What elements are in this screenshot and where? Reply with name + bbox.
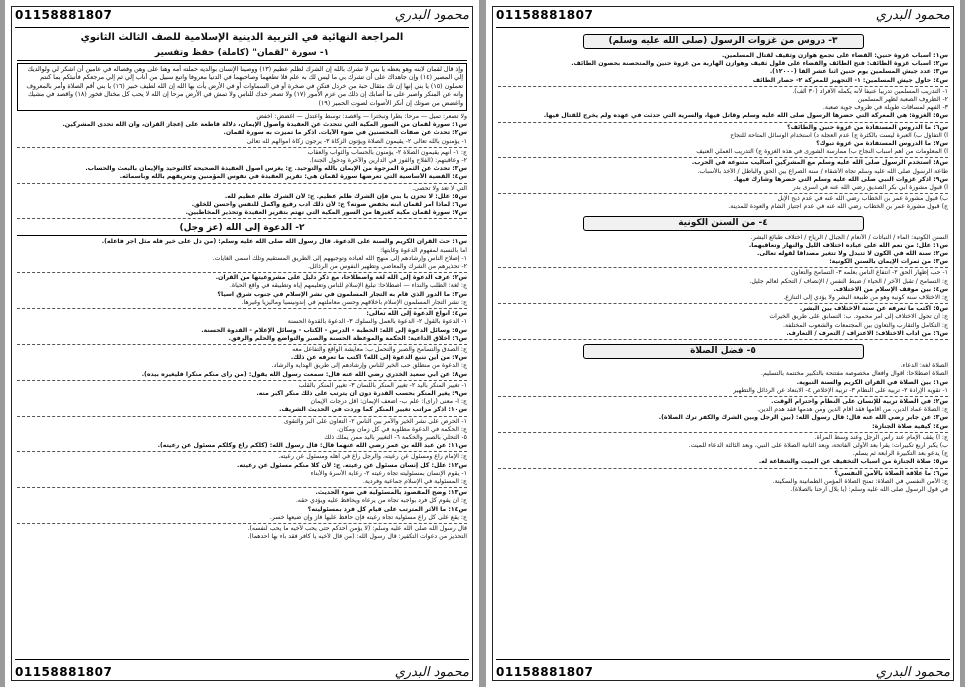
text-line: س٣: عدد جيش المسلمين يوم حنين اثنا عشر ألفا (١٢٠٠٠). — [769, 68, 948, 76]
text-line: ١- يقوم الإنسان بمسئوليته تجاه رعيته ٢- رعاية الأسرة والأبناء — [310, 469, 467, 477]
dashed-divider — [17, 523, 467, 524]
text-line: ١- تغيير المنكر باليد ٢- تغيير المنكر باللسان ٣- تغيير المنكر بالقلب — [298, 381, 467, 389]
right-content — [498, 30, 948, 657]
text-line: س١٣: وضح المقصود بالمسئولية في ضوء الحديث. — [315, 489, 467, 497]
footer-rule — [15, 659, 469, 660]
text-line: س٤: كيفية صلاة الجنازة: — [872, 422, 948, 430]
text-line: ١- تقوية الإرادة ٢- تربية على النظام ٣- تربية الإخلاص ٤- الابتعاد عن الرذائل والتطهير — [733, 386, 948, 394]
text-line: ج: الصدق والتسامح والصبر والتحمل ب: معايشة الواقع والتفاعل معه — [292, 345, 467, 353]
text-line: س٩: اذكر غزوات النبي صلى الله عليه وسلم التي حضرها وشارك فيها. — [733, 175, 948, 183]
dashed-divider — [17, 183, 467, 184]
text-line: س٧: من أين تنبع الدعوة إلى الله؟ اكتب ما تعرفه عن ذلك. — [290, 354, 467, 362]
page-header — [496, 4, 950, 26]
section-salah-body — [498, 362, 948, 494]
text-line: س٩: يغير المنكر بحسب القدرة دون أن يترتب على ذلك منكر أكبر منه. — [256, 389, 467, 397]
text-line: س٥: علل: لا تحزن يا بني فإن الشرك ظلم عظيم. ج: لأن الشرك ظلم عظيم لله. — [224, 192, 467, 200]
dashed-divider — [17, 487, 467, 488]
text-line: ٢- تحذيرهم من الشرك والمعاصي وتطهير النفوس من الرذائل. — [307, 263, 467, 271]
section-luqman-body — [17, 113, 467, 219]
text-line: س٥: اكتب ما تعرفه عن سنة الاختلاف بين البشر. — [799, 305, 948, 313]
page-footer — [496, 661, 950, 683]
dashed-divider — [498, 122, 948, 123]
text-line: طاعة الرسول صلى الله عليه وسلم تجاه الأشقاء / سنة الصراع بين الحق والباطل / الأخذ بالأسباب. — [697, 167, 948, 175]
text-line: ج: يقع على كل راع مسئولية تجاه رعيته فإن حافظ عليها فاز وإن ضيعها خسر. — [269, 513, 467, 521]
text-line: ج) قبول مشورة عمر بن الخطاب رضي الله عنه في عدم اجتياز الشام والعودة للمدينة. — [728, 203, 948, 211]
section-sunan-body — [498, 234, 948, 340]
text-line: س٥: الغزوة: هي المعركة التي حضرها الرسول صلى الله عليه وسلم وقاتل فيها، والسرية التي حدثت في عهده ولم يخرج للقتال فيها. — [543, 112, 948, 120]
text-line: س٢: في الصلاة تربية للإنسان على النظام واحترام الوقت. — [771, 397, 948, 405]
header-rule — [496, 27, 950, 28]
text-line: ج: التكامل والتقارب والتعاون بين المجتمعات والشعوب المختلفة. — [782, 321, 948, 329]
text-line: التحذير من دعوات التكفير: قال رسول الله: (من قال لأخيه يا كافر فقد باء بها أحدهما). — [247, 533, 467, 541]
text-line: ١- إصلاح الناس وإرشادهم إلى منهج الله لعباده وتوجيههم إلى الطريق المستقيم وتلك أسمى الغايات. — [212, 254, 467, 262]
text-line: ج: الإمام راع ومسئول عن رعيته، والرجل راع في أهله ومسئول عن رعيته. — [278, 453, 467, 461]
text-line: ج: أن يقوم كل فرد بواجبه تجاه من يرعاه ويحافظ عليه ويؤدي حقه. — [295, 497, 467, 505]
dashed-divider — [17, 308, 467, 309]
text-line: التي لا تعد ولا تحصى. — [412, 184, 467, 192]
text-line: ج: الدعوة من منطلق حب الخير للناس وإرشادهم إلى طريق الهداية والرشاد. — [271, 362, 467, 370]
text-line: ج: أ- معنى (رأى): علم ب- أضعف الإيمان: أقل درجات الإيمان — [310, 398, 467, 406]
text-line: أما بالنسبة لمفهوم الدعوة وغايتها: — [380, 246, 467, 254]
text-line: ٢- وعاقبتهم: (الفلاح والفوز في الدارين والآخرة ودخول الجنة). — [309, 157, 467, 165]
text-line: س١: بين الصلاة في القرآن الكريم والسنة النبوية. — [796, 378, 948, 386]
text-line: س٨: استخدم الرسول صلى الله عليه وسلم مع المشركين أساليب متنوعة في الحرب. — [691, 159, 948, 167]
text-line: أ) قبول مشورة أبي بكر الصديق رضي الله عنه في أسرى بدر — [792, 184, 948, 192]
text-line: س٤: أنواع الدعوة إلى الله تعالى: — [366, 310, 467, 318]
text-line: ٣- الفهم لمسافات طويلة في ظروف جوية صعبة. — [822, 104, 948, 112]
text-line: س٤: بين موقف الإسلام من الاختلاف. — [833, 285, 948, 293]
author-name: محمود البدري — [394, 7, 469, 23]
text-line: ج: الأمن النفسي في الصلاة: تمنح الصلاة المؤمن الطمأنينة والسكينة. — [772, 477, 948, 485]
dashed-divider — [498, 339, 948, 340]
text-line: في قول الرسول صلى الله عليه وسلم: (يا بلال أرحنا بالصلاة). — [790, 485, 948, 493]
text-line: السنن الكونية: الماء / النباتات / الأنعام / الجبال / الرياح / اختلاف طبائع البشر. — [750, 233, 948, 241]
phone-number: 01158881807 — [496, 665, 594, 679]
text-line: ج: أن تحول الاختلاف إلى أمر محمود. ب: التسابق على طريق الخيرات — [769, 313, 948, 321]
text-line: ج: لغة: الطلب والنداء — اصطلاحا: تبليغ الإسلام للناس وتعليمهم إياه وتطبيقه في واقع الحياة. — [229, 282, 467, 290]
text-line: س١٢: علل: كل إنسان مسئول عن رعيته. ج: لأن كلا منكم مسئول عن رعيته. — [236, 461, 467, 469]
text-line: س٦: ما الدروس المستفادة من غزوة حنين والطائف؟ — [787, 123, 948, 131]
text-line: س٧: ما الدروس المستفادة من غزوة تبوك؟ — [816, 140, 948, 148]
text-line: س٦: ما علاقة الصلاة بالأمن النفسي؟ — [834, 469, 948, 477]
text-line: س١: علل: من نعم الله على عباده اختلاف الليل والنهار وتعاقبهما. — [748, 241, 948, 249]
text-line: ١- الحرص على نشر الخير والأمر بين الناس ٢- التعاون على البر والتقوى — [283, 417, 467, 425]
section-title-ghazawat: ٣- دروس من غزوات الرسول (صلى الله عليه وسلم) — [583, 34, 864, 49]
text-line: س٣: ما الدور الذي قام به التجار المسلمون في نشر الإسلام في جنوب شرق آسيا؟ — [217, 290, 467, 298]
section-title-dawah: ٢- الدعوة إلى الله (عز وجل) — [17, 222, 467, 236]
text-line: س٨: عن أبي سعيد الخدري رضي الله عنه قال: سمعت رسول الله يقول: (من رأى منكم منكرا فليغيره بيده). — [141, 370, 467, 378]
dashed-divider — [498, 157, 948, 158]
header-rule — [15, 27, 469, 28]
dashed-divider — [498, 303, 948, 304]
text-line: س١٤: ما الأثر المترتب على قيام كل فرد بمسئوليته؟ — [307, 505, 467, 513]
text-line: س١: حث القرآن الكريم والسنة على الدعوة. قال رسول الله صلى الله عليه وسلم: (من دل على خير فله مثل أجر فاعله). — [101, 238, 467, 246]
phone-number: 01158881807 — [15, 8, 113, 22]
text-line: س٦: من آداب الاختلاف: الاعتراف / التعرف / التعارف. — [786, 329, 948, 337]
text-line: س٦: لماذا أمر لقمان ابنه بخفض صوته؟ ج: لأن ذلك أدب رفيع وأكمل للنفس وأحسن للخلق. — [191, 201, 467, 209]
dashed-divider — [498, 432, 948, 433]
text-line: ١- يؤمنون بالله تعالى ٢- يقيمون الصلاة ويؤتون الزكاة ٣- يرجون زكاة أموالهم لله تعالى — [246, 137, 467, 145]
text-line: س٣: تحدث عن الثمرة المرجوة من الإيمان بالله والتوحيد. ج: يغرس أصول العقيدة الصحيحة كالتوحيد والإيمان بالبعث والحساب. — [85, 165, 467, 173]
page-footer — [15, 661, 469, 683]
dashed-divider — [17, 147, 467, 148]
dashed-divider — [17, 218, 467, 219]
dashed-divider — [17, 451, 467, 452]
text-line: ب) قبول مشورة عمر بن الخطاب رضي الله عنه في عدم ذبح الإبل — [777, 195, 948, 203]
text-line: قال رسول الله صلى الله عليه وسلم: (لا يؤمن أحدكم حتى يحب لأخيه ما يحب لنفسه). — [247, 524, 467, 532]
text-line: س١٠: اذكر مراتب تغيير المنكر كما وردت في الحديث الشريف. — [279, 406, 467, 414]
author-name: محمود البدري — [875, 7, 950, 23]
text-line: أ) التفاؤل ب) العبرة ليست بالكثرة ج) عدم العجلة د) استخدام الوسائل المتاحة للنجاح — [730, 131, 948, 139]
dashed-divider — [17, 344, 467, 345]
text-line: س٤: حاول جيش المسلمين: ١- التجهيز للمعركة ٢- حصار الطائف — [752, 76, 948, 84]
text-line: س٤: القضية الأساسية التي تعرضها سورة لقمان هي: تقرير العقيدة في نفوس المؤمنين وتعريفهم بالله وبأسمائه. — [119, 173, 467, 181]
text-line: ١- التدريب المسلمين تدريبا عنيفا لأنه يكمله الأفراد (٣٠ ألف). — [792, 87, 948, 95]
author-name: محمود البدري — [875, 664, 950, 680]
text-line: س٢: أسباب غزوة الطائف: فتح الطائف والقضاء على فلول ثقيف وهوازن الهاربة من غزوة حنين والمتحصنة بحصون الطائف. — [571, 60, 948, 68]
text-line: ج: الصلاة عماد الدين، من أقامها فقد أقام الدين ومن هدمها فقد هدم الدين. — [757, 406, 948, 414]
text-line: ٢- الظروف الصعبة لظهر المسلمين — [857, 96, 948, 104]
text-line: س٥: صلاة الجنازة من أسباب التخفيف عن الميت والشفاعة له. — [758, 458, 948, 466]
page-left — [5, 0, 479, 687]
section-ghazawat-body — [498, 52, 948, 212]
dashed-divider — [498, 86, 948, 87]
text-line: س٧: سورة لقمان مكية كغيرها من السور المكية التي تهتم بتقرير العقيدة وتحذير المخاطبين. — [185, 209, 467, 217]
footer-rule — [496, 659, 950, 660]
text-line: ج: الاختلاف سنة كونية وهو من طبيعة البشر ولا يؤدي إلى التنازع. — [783, 294, 948, 302]
text-line: س٣: عن جابر رضي الله عنه قال: قال رسول الله: (بين الرجل وبين الشرك والكفر ترك الصلاة). — [658, 414, 948, 422]
text-line: ١- الدعوة بالقول ٢- الدعوة بالعمل والسلوك ٣- الدعوة بالقدوة الحسنة — [287, 318, 467, 326]
phone-number: 01158881807 — [15, 665, 113, 679]
dashed-divider — [498, 468, 948, 469]
text-line: ج: المسئولية في الإسلام جماعية وفردية. — [362, 477, 467, 485]
text-line: س١: سورة لقمان من السور المكية التي تتحدث عن العقيدة وأصول الإيمان، دلالة قاطعة على إعجاز القرآن، وأن الله تحدى المشركين. — [62, 121, 467, 129]
text-line: ج: ١- أنهم يقيمون الصلاة ٢- يؤمنون بالحساب والثواب والعقاب — [307, 148, 467, 156]
text-line: الصلاة اصطلاحا: أقوال وأفعال مخصوصة مفتتحة بالتكبير مختتمة بالتسليم. — [761, 370, 948, 378]
phone-number: 01158881807 — [496, 8, 594, 22]
text-line: ٥- التحلي بالصبر والحكمة ٦- التغيير باليد ممن يملك ذلك — [324, 433, 467, 441]
dashed-divider — [17, 416, 467, 417]
document-title: المراجعة النهائية في التربية الدينية الإسلامية للصف الثالث الثانوي — [80, 32, 404, 43]
text-line: س٢: عرف الدعوة إلى الله لغة واصطلاحا، مع ذكر دليل على مشروعيتها من القرآن. — [215, 274, 467, 282]
text-line: ولا تصعر: تميل — مرحا: بطرا وتبخترا — واقصد: توسط واعتدل — اغضض: اخفض — [256, 113, 467, 121]
text-line: س٢: تحدث عن صفات المحسنين في ضوء الآيات. اذكر ما تميزت به سورة لقمان. — [223, 129, 467, 137]
text-line: س١: أسباب غزوة حنين: القضاء على تجمع هوازن وثقيف لقتال المسلمين. — [721, 52, 948, 59]
section-dawah-body — [17, 238, 467, 541]
text-line: س٢: سنة الله في الكون لا تتبدل ولا تتغير مصداقا لقوله تعالى. — [757, 250, 948, 258]
text-line: س٣: من ثمرات الإيمان بالسنن الكونية: — [829, 258, 948, 266]
text-line: ج: نشر التجار المسلمون الإسلام بأخلاقهم وحسن معاملتهم في إندونيسيا وماليزيا وغيرها. — [241, 298, 467, 306]
text-line: أ) المعلومات من أهم أسباب النجاح ب) ممارسة الشورى في هذه الغزوة ج) التدريب العملي العنيف — [696, 148, 948, 156]
section-title-sunan: ٤- من السنن الكونية — [583, 216, 864, 231]
dashed-divider — [498, 396, 948, 397]
text-line: ج: أ) يقف الإمام عند رأس الرجل وعند وسط المرأة. — [814, 433, 948, 441]
text-line: س١١: عن عبد الله بن عمر رضي الله عنهما قال: قال رسول الله: (كلكم راع وكلكم مسئول عن رعيته). — [157, 442, 467, 450]
text-line: ج: الحكمة في الدعوة مطلوبة في كل زمان ومكان. — [336, 425, 467, 433]
dashed-divider — [498, 193, 948, 194]
dashed-divider — [498, 267, 948, 268]
text-line: ١- حب إظهار الحق ٢- انتفاع الناس بعلمه ٣- التسامح والتعاون — [790, 269, 948, 277]
left-content — [17, 30, 467, 657]
text-line: س٦: أخلاق الداعية: الحكمة والموعظة الحسنة والصبر والتواضع والحلم والرفق. — [228, 334, 467, 342]
text-line: ب) يكبر أربع تكبيرات: يقرأ بعد الأولى الفاتحة، وبعد الثانية الصلاة على النبي، وبعد الثالثة الدعاء للميت. — [688, 441, 948, 449]
text-line: س٥: وسائل الدعوة إلى الله: الخطبة - الدرس - الكتاب - وسائل الإعلام - القدوة الحسنة. — [201, 326, 467, 334]
text-line: الصلاة لغة: الدعاء. — [900, 362, 948, 370]
author-name: محمود البدري — [394, 664, 469, 680]
page-right — [486, 0, 960, 687]
page-header — [15, 4, 469, 26]
dashed-divider — [17, 272, 467, 273]
quran-verse-box: وإذ قال لقمان لابنه وهو يعظه يا بني لا تشرك بالله إن الشرك لظلم عظيم (١٣) ووصينا الإنسان بوالديه حملته أمه وهنا على وهن وفصاله في عامين أن اشكر لي ولوالديك إلي المصير (١٤) وإن جاهداك على أن تشرك بي ما ليس لك به علم فلا تطعهما وصاحبهما في الدنيا معروفا واتبع سبيل من أناب إلي ثم إلي مرجعكم فأنبئكم بما كنتم تعملون (١٥) يا بني إنها إن تك مثقال حبة من خردل فتكن في صخرة أو في السماوات أو في الأرض يأت بها الله إن الله لطيف خبير (١٦) يا بني أقم الصلاة وأمر بالمعروف وانه عن المنكر واصبر على ما أصابك إن ذلك من عزم الأمور (١٧) ولا تصعر خدك للناس ولا تمش في الأرض مرحا إن الله لا يحب كل مختال فخور (١٨) واقصد في مشيك واغضض من صوتك إن أنكر الأصوات لصوت الحمير (١٩) — [17, 63, 467, 111]
text-line: ج) يدعو بعد التكبيرة الرابعة ثم يسلم. — [852, 450, 948, 458]
text-line: ج: التسامح / تقبل الآخر / الحياء / ضبط النفس / الإنصاف / التحكم لعالم جليل. — [749, 277, 948, 285]
section-title-luqman: ١- سورة "لقمان" (كاملة) حفظ وتفسير — [17, 47, 467, 61]
section-title-salah: ٥- فضل الصلاة — [583, 344, 864, 359]
dashed-divider — [17, 380, 467, 381]
